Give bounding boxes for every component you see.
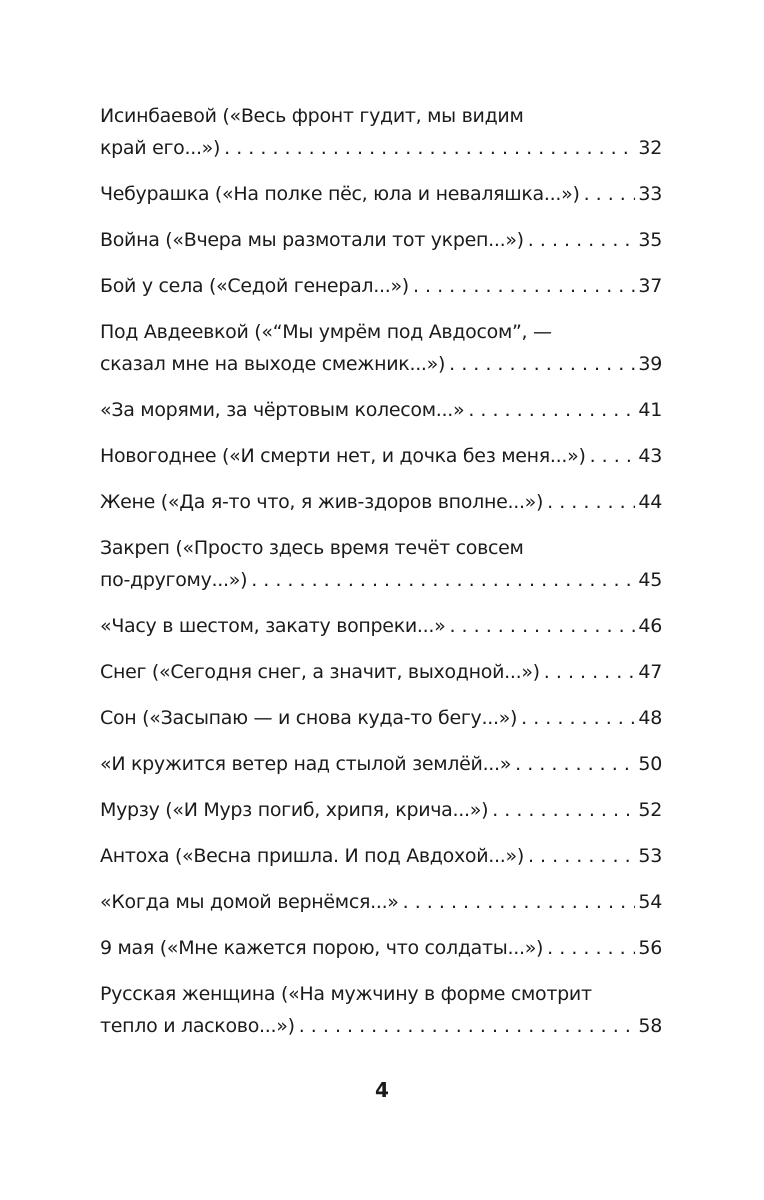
- toc-page-number: 50: [638, 753, 662, 775]
- toc-entry: [100, 978, 662, 1042]
- toc-page-number: 58: [638, 1015, 662, 1037]
- toc-entry-title: «И кружится ветер над стылой землёй...»: [100, 753, 512, 775]
- toc-entry-leader-line: [100, 564, 662, 596]
- toc-entry-title: Бой у села («Седой генерал...»): [100, 275, 409, 297]
- toc-entry-title: Сон («Засыпаю — и снова куда-то бегу...»): [100, 707, 518, 729]
- toc-entry-title: «За морями, за чёртовым колесом...»: [100, 399, 465, 421]
- toc-entry-leader-line: [100, 178, 662, 210]
- toc-entry-title: Снег («Сегодня снег, а значит, выходной...»): [100, 661, 540, 683]
- toc-page-number: 47: [638, 661, 662, 683]
- toc-entry-title-line: Под Авдеевкой («“Мы умрём под Авдосом”, —: [100, 321, 552, 343]
- toc-entry-title-end: сказал мне на выходе смежник...»): [100, 353, 446, 375]
- toc-page-number: 41: [638, 399, 662, 421]
- dot-leader: [492, 794, 635, 826]
- toc-entry: [100, 486, 662, 518]
- toc-page-number: 54: [638, 891, 662, 913]
- toc-entry-title-end: по-другому...»): [100, 569, 248, 591]
- toc-entry-title: Война («Вчера мы размотали тот укреп...»): [100, 229, 524, 251]
- toc-entry-leader-line: [100, 840, 662, 872]
- dot-leader: [403, 886, 636, 918]
- toc-entry-title: Антоха («Весна пришла. И под Авдохой...»): [100, 845, 524, 867]
- toc-page-number: 46: [638, 615, 662, 637]
- dot-leader: [584, 178, 636, 210]
- toc-entry-title: Чебурашка («На полке пёс, юла и неваляшка...»): [100, 183, 580, 205]
- toc-entry-title: Жене («Да я-то что, я жив-здоров вполне...»): [100, 491, 544, 513]
- dot-leader: [449, 348, 635, 380]
- dot-leader: [528, 840, 635, 872]
- toc-entry-leader-line: [100, 132, 662, 164]
- toc-entry: [100, 440, 662, 472]
- toc-entry: [100, 886, 662, 918]
- toc-entry-title-end: край его...»): [100, 137, 221, 159]
- toc-page-number: 37: [638, 275, 662, 297]
- toc-entry-leader-line: [100, 440, 662, 472]
- toc-entry: [100, 656, 662, 688]
- toc-page-number: 48: [638, 707, 662, 729]
- toc-entry-title: «Часу в шестом, закату вопреки...»: [100, 615, 446, 637]
- toc-entry: [100, 610, 662, 642]
- toc-entry: [100, 932, 662, 964]
- toc-entry: [100, 794, 662, 826]
- dot-leader: [521, 702, 635, 734]
- toc-page-number: 56: [638, 937, 662, 959]
- dot-leader: [251, 564, 635, 596]
- toc-entry-leader-line: [100, 794, 662, 826]
- toc-page-number: 53: [638, 845, 662, 867]
- dot-leader: [413, 270, 635, 302]
- toc-page-number: 32: [638, 137, 662, 159]
- toc-entry-leader-line: [100, 394, 662, 426]
- toc-entry-title-line: Исинбаевой («Весь фронт гудит, мы видим: [100, 105, 524, 127]
- dot-leader: [547, 486, 635, 518]
- toc-entry-title: Новогоднее («И смерти нет, и дочка без меня...»): [100, 445, 586, 467]
- dot-leader: [449, 610, 635, 642]
- toc-entry-title: 9 мая («Мне кажется порою, что солдаты...»): [100, 937, 544, 959]
- toc-entry-title-line: Закреп («Просто здесь время течёт совсем: [100, 537, 524, 559]
- toc-entry-leader-line: [100, 748, 662, 780]
- page-number: 4: [375, 1078, 389, 1102]
- table-of-contents: [100, 100, 662, 1056]
- toc-entry-leader-line: [100, 224, 662, 256]
- toc-entry-title-end: тепло и ласково...»): [100, 1015, 295, 1037]
- dot-leader: [224, 132, 635, 164]
- dot-leader: [528, 224, 636, 256]
- toc-page-number: 43: [638, 445, 662, 467]
- toc-entry-leader-line: [100, 1010, 662, 1042]
- toc-entry: [100, 316, 662, 380]
- toc-page-number: 33: [638, 183, 662, 205]
- toc-entry: [100, 178, 662, 210]
- toc-page-number: 35: [638, 229, 662, 251]
- toc-entry-title: Мурзу («И Мурз погиб, хрипя, крича...»): [100, 799, 489, 821]
- toc-entry-leader-line: [100, 270, 662, 302]
- toc-entry: [100, 224, 662, 256]
- dot-leader: [515, 748, 635, 780]
- toc-page-number: 39: [638, 353, 662, 375]
- toc-entry: [100, 840, 662, 872]
- toc-entry: [100, 100, 662, 164]
- dot-leader: [590, 440, 636, 472]
- toc-entry: [100, 394, 662, 426]
- toc-entry-title-line: Русская женщина («На мужчину в форме смотрит: [100, 983, 592, 1005]
- toc-entry-leader-line: [100, 486, 662, 518]
- toc-entry-leader-line: [100, 610, 662, 642]
- toc-entry: [100, 270, 662, 302]
- toc-entry-leader-line: [100, 656, 662, 688]
- dot-leader: [468, 394, 635, 426]
- toc-page-number: 52: [638, 799, 662, 821]
- toc-page-number: 44: [638, 491, 662, 513]
- toc-entry-title: «Когда мы домой вернёмся...»: [100, 891, 399, 913]
- toc-entry-leader-line: [100, 932, 662, 964]
- toc-entry-leader-line: [100, 886, 662, 918]
- dot-leader: [299, 1010, 636, 1042]
- toc-entry: [100, 748, 662, 780]
- toc-entry-leader-line: [100, 348, 662, 380]
- dot-leader: [547, 932, 635, 964]
- toc-entry: [100, 702, 662, 734]
- dot-leader: [544, 656, 636, 688]
- toc-entry-leader-line: [100, 702, 662, 734]
- toc-page-number: 45: [638, 569, 662, 591]
- toc-entry: [100, 532, 662, 596]
